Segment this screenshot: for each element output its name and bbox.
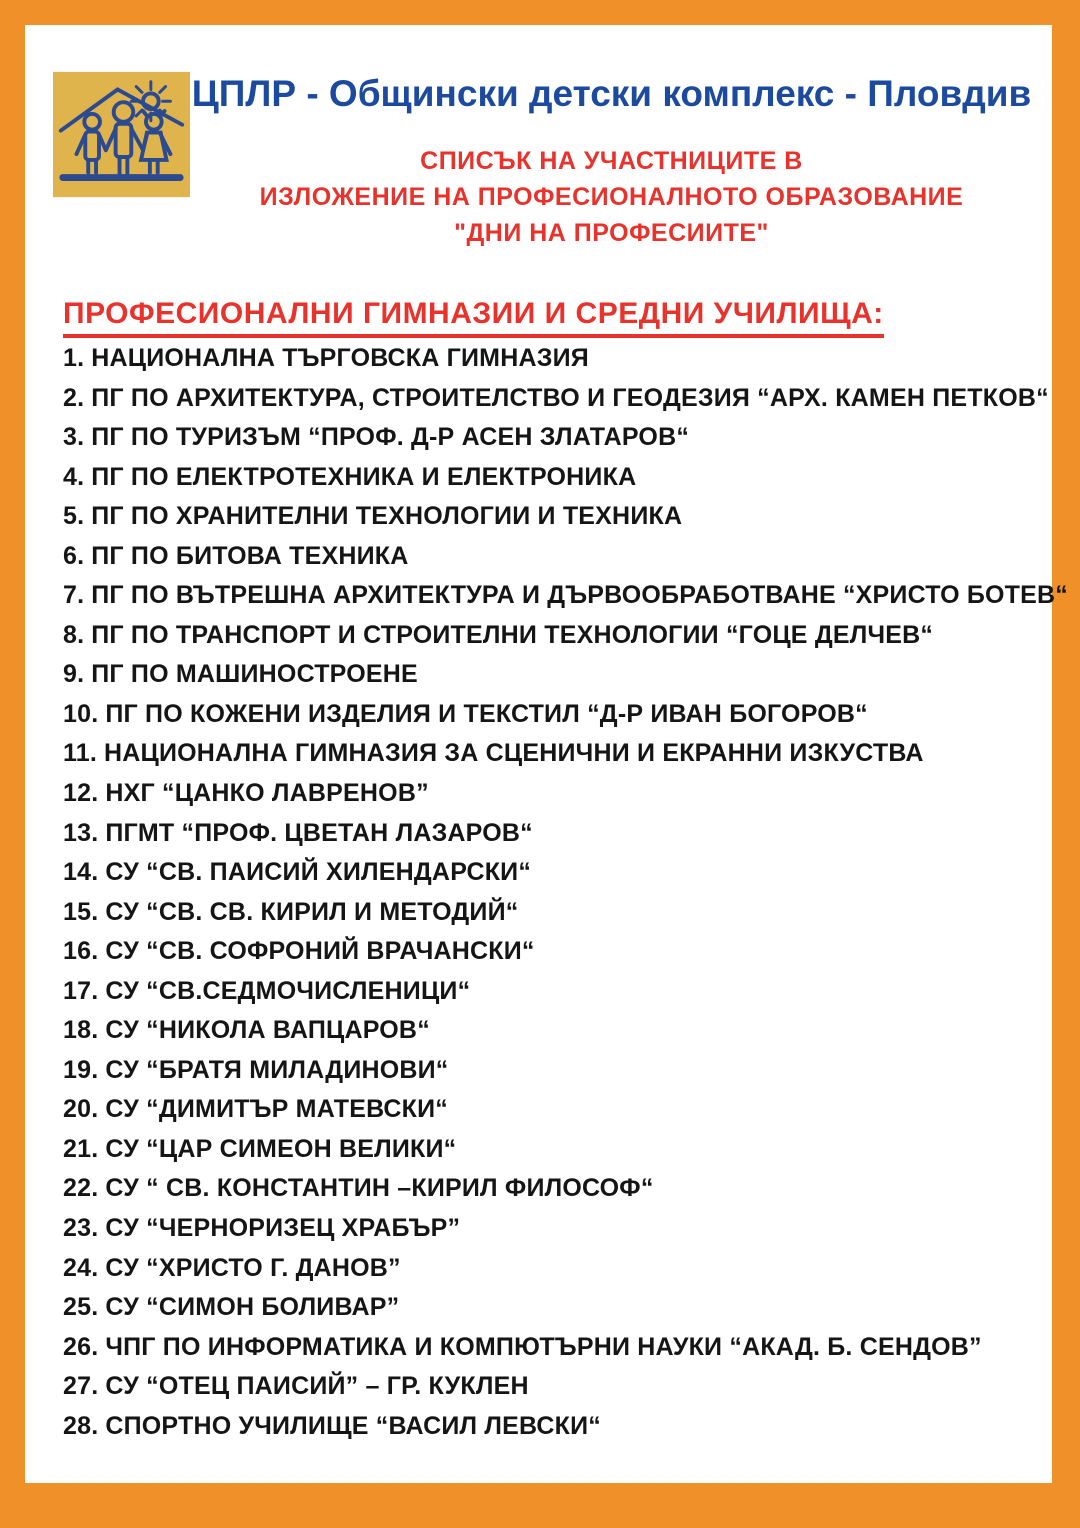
item-number: 25.	[63, 1293, 99, 1322]
item-name: ПГ ПО ЕЛЕКТРОТЕХНИКА И ЕЛЕКТРОНИКА	[91, 462, 637, 491]
list-item	[63, 695, 1046, 735]
item-number: 3.	[63, 423, 85, 452]
list-item	[63, 1011, 1046, 1051]
section-heading: ПРОФЕСИОНАЛНИ ГИМНАЗИИ И СРЕДНИ УЧИЛИЩА:	[63, 297, 884, 338]
item-name: СУ “БРАТЯ МИЛАДИНОВИ“	[105, 1055, 449, 1084]
list-item	[63, 814, 1046, 854]
item-number: 19.	[63, 1055, 99, 1084]
item-name: ПГ ПО БИТОВА ТЕХНИКА	[91, 541, 409, 570]
list-item	[63, 1169, 1046, 1209]
list-item	[63, 497, 1046, 537]
item-name: ПГМТ “ПРОФ. ЦВЕТАН ЛАЗАРОВ“	[105, 818, 533, 847]
item-number: 11.	[63, 739, 97, 768]
list-item	[63, 655, 1046, 695]
item-number: 6.	[63, 541, 85, 570]
item-name: СУ “ХРИСТО Г. ДАНОВ”	[105, 1253, 401, 1282]
poster-inner-page	[25, 25, 1068, 1483]
item-name: СУ “ОТЕЦ ПАИСИЙ” – ГР. КУКЛЕН	[105, 1372, 529, 1401]
item-name: СУ “ЧЕРНОРИЗЕЦ ХРАБЪР”	[105, 1214, 461, 1243]
item-name: СУ “ЦАР СИМЕОН ВЕЛИКИ“	[105, 1134, 457, 1163]
list-item	[63, 893, 1046, 933]
item-name: СУ “СВ. СВ. КИРИЛ И МЕТОДИЙ“	[105, 897, 519, 926]
item-name: СУ “ СВ. КОНСТАНТИН –КИРИЛ ФИЛОСОФ“	[105, 1174, 654, 1203]
item-number: 24.	[63, 1253, 99, 1282]
item-number: 1.	[63, 344, 85, 372]
item-name: СУ “СВ. ПАИСИЙ ХИЛЕНДАРСКИ“	[105, 858, 532, 887]
list-item	[63, 1090, 1046, 1130]
item-number: 23.	[63, 1214, 99, 1243]
list-item	[63, 537, 1046, 577]
item-name: ПГ ПО ВЪТРЕШНА АРХИТЕКТУРА И ДЪРВООБРАБОТВАНЕ “ХРИСТО БОТЕВ“	[91, 581, 1068, 610]
item-number: 13.	[63, 818, 99, 847]
list-item	[63, 379, 1049, 419]
item-name: ЧПГ ПО ИНФОРМАТИКА И КОМПЮТЪРНИ НАУКИ “АКАД. Б. СЕНДОВ”	[105, 1332, 982, 1361]
list-item	[63, 1288, 1046, 1328]
list-item	[63, 853, 1046, 893]
school-list	[63, 339, 1068, 1446]
item-number: 15.	[63, 897, 99, 926]
item-number: 20.	[63, 1095, 99, 1124]
list-item	[63, 418, 1046, 458]
item-number: 14.	[63, 858, 99, 887]
item-name: ПГ ПО ТУРИЗЪМ “ПРОФ. Д-Р АСЕН ЗЛАТАРОВ“	[91, 423, 690, 452]
item-number: 17.	[63, 976, 99, 1005]
subtitle-line-3: "ДНИ НА ПРОФЕСИИТЕ"	[454, 219, 769, 247]
subtitle-block	[175, 143, 1048, 251]
item-number: 4.	[63, 462, 85, 491]
item-number: 27.	[63, 1372, 99, 1401]
item-name: СУ “ДИМИТЪР МАТЕВСКИ“	[105, 1095, 448, 1124]
item-number: 8.	[63, 620, 85, 649]
item-number: 10.	[63, 699, 99, 728]
subtitle-line-1: СПИСЪК НА УЧАСТНИЦИТЕ В	[420, 147, 803, 175]
item-number: 21.	[63, 1134, 99, 1163]
list-item	[63, 1209, 1046, 1249]
list-item	[63, 1328, 1046, 1368]
item-name: ПГ ПО ТРАНСПОРТ И СТРОИТЕЛНИ ТЕХНОЛОГИИ “ГОЦЕ ДЕЛЧЕВ“	[91, 620, 934, 649]
item-number: 22.	[63, 1174, 99, 1203]
item-number: 12.	[63, 779, 99, 808]
list-item	[63, 1130, 1046, 1170]
item-number: 5.	[63, 502, 85, 531]
item-name: СПОРТНО УЧИЛИЩЕ “ВАСИЛ ЛЕВСКИ“	[105, 1411, 601, 1440]
list-item	[63, 972, 1046, 1012]
item-name: НХГ “ЦАНКО ЛАВРЕНОВ”	[105, 779, 429, 808]
list-item	[63, 774, 1046, 814]
item-name: ПГ ПО КОЖЕНИ ИЗДЕЛИЯ И ТЕКСТИЛ “Д-Р ИВАН БОГОРОВ“	[105, 699, 868, 728]
item-number: 9.	[63, 660, 85, 689]
item-name: СУ “НИКОЛА ВАПЦАРОВ“	[105, 1016, 430, 1045]
item-number: 18.	[63, 1016, 99, 1045]
list-item	[63, 339, 1046, 379]
item-name: ПГ ПО ХРАНИТЕЛНИ ТЕХНОЛОГИИ И ТЕХНИКА	[91, 502, 683, 531]
subtitle-line-2: ИЗЛОЖЕНИЕ НА ПРОФЕСИОНАЛНОТО ОБРАЗОВАНИЕ	[259, 183, 964, 211]
item-number: 26.	[63, 1332, 99, 1361]
list-item	[63, 1407, 1046, 1447]
item-number: 7.	[63, 581, 85, 610]
family-under-roof-sun-icon	[53, 71, 190, 198]
item-name: НАЦИОНАЛНА ГИМНАЗИЯ ЗА СЦЕНИЧНИ И ЕКРАННИ ИЗКУСТВА	[103, 739, 924, 768]
item-number: 28.	[63, 1411, 99, 1440]
item-number: 2.	[63, 383, 85, 412]
list-item	[63, 616, 1046, 656]
list-item	[63, 576, 1068, 616]
list-item	[63, 458, 1046, 498]
org-title: ЦПЛР - Общински детски комплекс - Пловдив	[191, 73, 1032, 114]
list-item	[63, 932, 1046, 972]
item-name: СУ “СВ. СОФРОНИЙ ВРАЧАНСКИ“	[105, 937, 535, 966]
list-item	[63, 1051, 1046, 1091]
item-name: СУ “СИМОН БОЛИВАР”	[105, 1293, 400, 1322]
list-item	[63, 1249, 1046, 1289]
item-name: СУ “СВ.СЕДМОЧИСЛЕНИЦИ“	[105, 976, 471, 1005]
item-name: ПГ ПО МАШИНОСТРОЕНЕ	[91, 660, 418, 689]
list-item	[63, 734, 1046, 774]
list-item	[63, 1367, 1046, 1407]
item-name: ПГ ПО АРХИТЕКТУРА, СТРОИТЕЛСТВО И ГЕОДЕЗИЯ “АРХ. КАМЕН ПЕТКОВ“	[91, 383, 1049, 412]
item-name: НАЦИОНАЛНА ТЪРГОВСКА ГИМНАЗИЯ	[91, 344, 589, 372]
item-number: 16.	[63, 937, 99, 966]
